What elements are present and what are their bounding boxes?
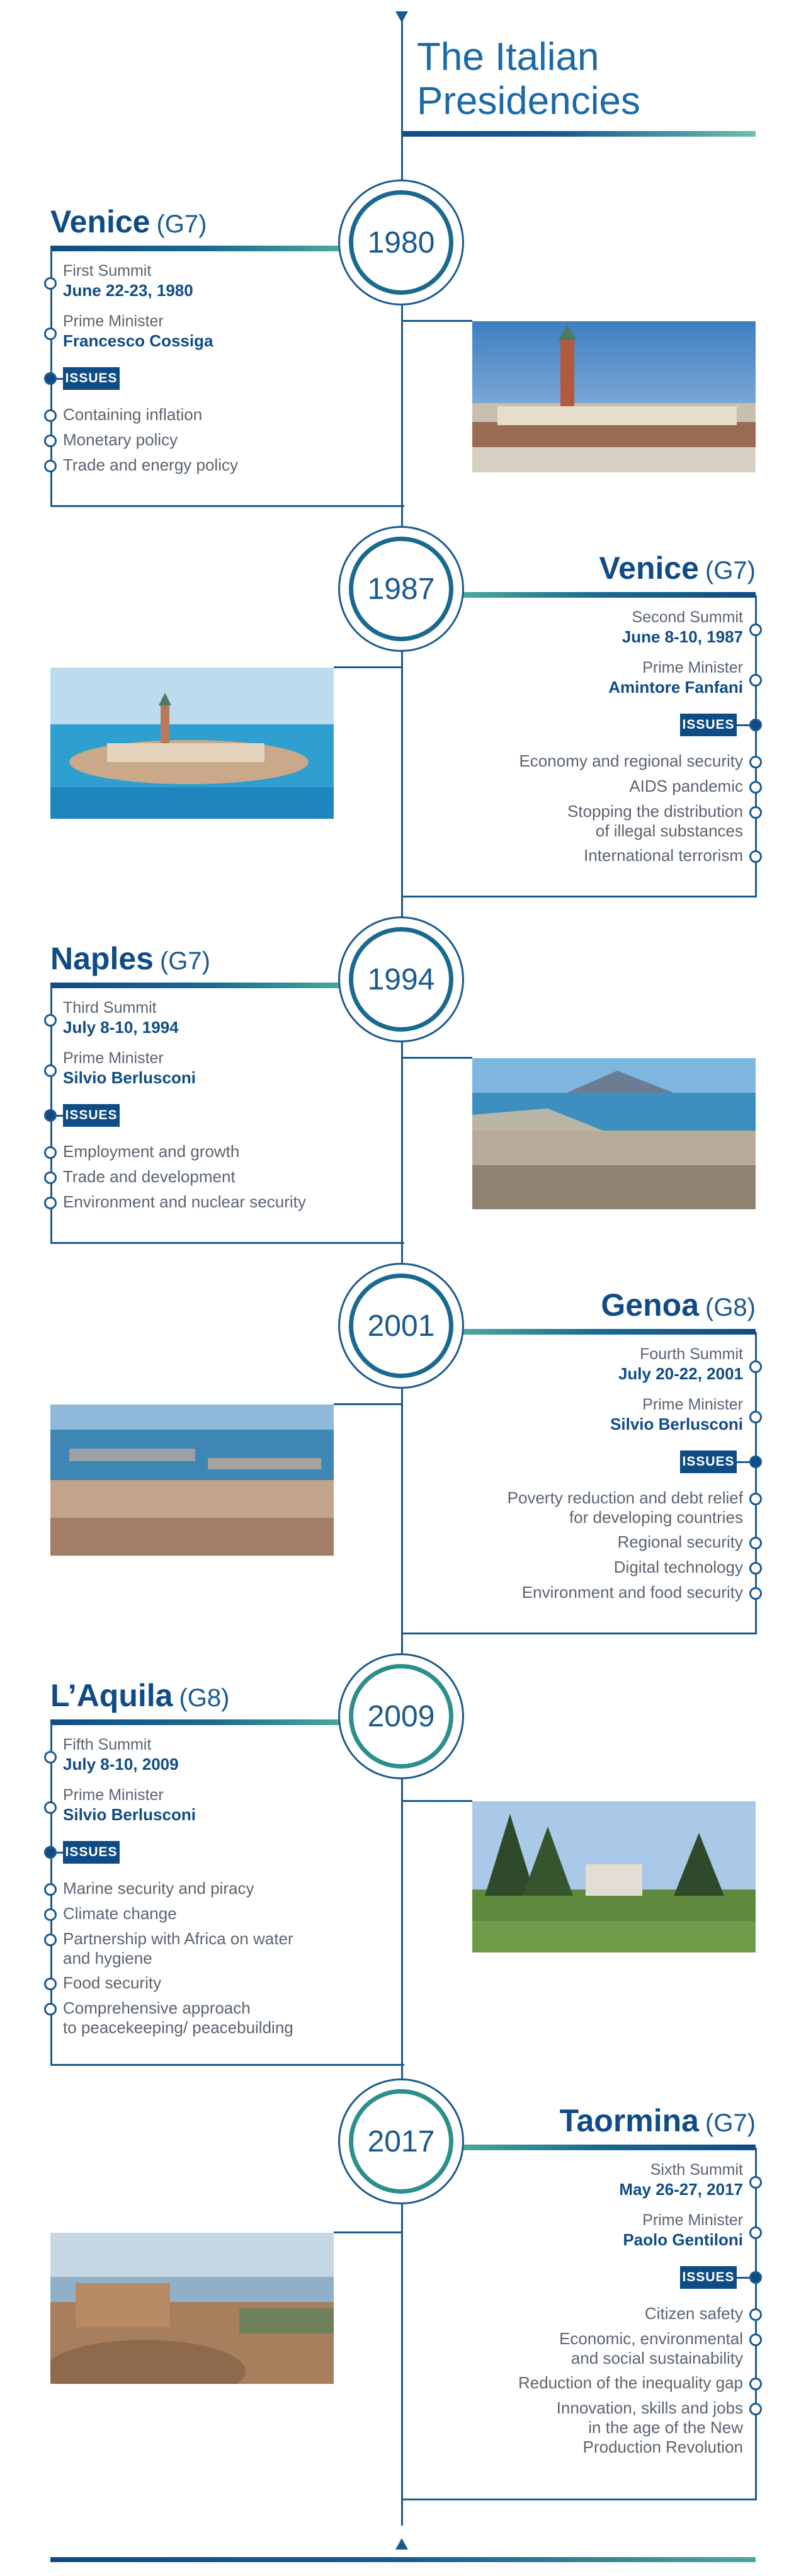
issue-item: Environment and food security [521,1583,743,1602]
timeline-dot [44,1197,57,1209]
group-label: (G8) [705,1294,756,1321]
timeline-dot [749,1562,762,1575]
issues-badge: ISSUES [63,367,120,390]
group-label: (G7) [705,557,756,584]
laquila-photo [472,1801,756,1952]
issue-item: Economy and regional security [519,751,743,770]
timeline-dot [44,435,57,447]
footer-bar [50,2557,756,2562]
year-label: 1987 [349,537,453,641]
title-rule [403,131,756,137]
timeline-dot [44,328,57,340]
presidency-2017 [0,2078,806,2469]
badge-connector [55,1115,63,1117]
timeline-dot [749,850,762,863]
pm-label: Prime Minister [63,1786,164,1804]
year-badge [338,180,464,305]
pm-label: Prime Minister [642,2211,743,2229]
city-heading [50,940,210,977]
issue-item: Comprehensive approach [63,1998,251,2017]
timeline-dot [749,719,762,731]
timeline-dot [44,1014,57,1027]
badge-connector [737,1461,749,1463]
timeline-dot [44,1846,57,1859]
timeline-dot [749,756,762,768]
presidency-1980 [0,180,806,570]
summit-label: Fifth Summit [63,1736,152,1753]
issue-item: Economic, environmental [559,2329,743,2348]
year-label: 1980 [349,190,453,295]
badge-connector [737,2277,749,2279]
issue-item: Innovation, skills and jobs [556,2398,743,2417]
issue-item: International terrorism [584,846,743,865]
photo-connector [334,666,403,668]
summit-info [63,1735,365,1774]
timeline-dot [749,2226,762,2239]
issue-item-continued: and social sustainability [570,2349,743,2368]
prime-minister-info [441,2211,743,2250]
badge-connector [55,378,63,380]
taormina-photo [50,2233,334,2384]
issue-item: Trade and development [63,1167,236,1186]
city-heading [50,203,207,240]
issues-badge: ISSUES [680,714,737,736]
timeline-dot [44,1064,57,1077]
summit-info [441,608,743,647]
issue-item-continued: in the age of the New [588,2418,743,2437]
summit-dates: May 26-27, 2017 [619,2180,743,2199]
timeline-dot [749,624,762,636]
timeline-dot [44,372,57,385]
genoa-photo [50,1405,334,1556]
timeline-dot [749,2378,762,2390]
issue-item-continued: of illegal substances [595,821,743,840]
summit-info [63,261,365,300]
summit-label: Second Summit [632,608,743,626]
issue-item: Food security [63,1973,162,1992]
presidency-1987 [0,526,806,916]
issues-badge: ISSUES [680,1450,737,1473]
san-giorgio-photo [50,668,334,819]
timeline-dot [749,1360,762,1373]
year-badge [338,526,464,652]
timeline-dot [44,1908,57,1921]
timeline-end-arrow-icon [395,2538,408,2550]
summit-label: Third Summit [63,999,157,1017]
city-name: Genoa [601,1287,699,1323]
presidency-1994 [0,916,806,1307]
timeline-dot [44,1146,57,1159]
group-label: (G7) [705,2109,756,2137]
year-label: 1994 [349,927,453,1032]
photo-connector [334,1403,403,1405]
page-title-line2: Presidencies [417,79,640,123]
timeline-dot [749,2308,762,2321]
timeline-dot [44,277,57,290]
city-name: L’Aquila [50,1678,173,1713]
timeline-dot [44,409,57,422]
timeline-dot [749,2403,762,2415]
year-label: 2017 [349,2089,453,2194]
issues-badge: ISSUES [680,2266,737,2289]
timeline-dot [749,2334,762,2346]
prime-minister-info [63,1786,365,1825]
pm-label: Prime Minister [63,312,164,330]
pm-name: Silvio Berlusconi [63,1805,196,1824]
issue-item-continued: for developing countries [569,1508,743,1527]
presidency-2009 [0,1653,806,2044]
prime-minister-info [63,1049,365,1088]
issues-badge: ISSUES [63,1841,120,1864]
photo-connector [403,320,472,322]
issue-item: Reduction of the inequality gap [518,2373,743,2392]
issue-item: Employment and growth [63,1142,240,1161]
city-heading [50,1677,229,1714]
issue-item-continued: to peacekeeping/ peacebuilding [63,2018,293,2037]
timeline-start-arrow-icon [395,11,408,23]
timeline-dot [749,1493,762,1505]
summit-label: First Summit [63,262,152,280]
year-badge [338,1653,464,1779]
timeline-dot [44,1109,57,1122]
issue-item: Regional security [617,1532,743,1551]
badge-connector [55,1852,63,1854]
prime-minister-info [441,1395,743,1434]
issue-item: Climate change [63,1904,177,1923]
timeline-dot [749,1456,762,1468]
timeline-dot [44,1883,57,1896]
timeline-dot [44,460,57,472]
city-name: Naples [50,941,154,976]
issue-item: Digital technology [613,1558,743,1576]
timeline-dot [44,1801,57,1814]
issue-item: Monetary policy [63,430,178,449]
naples-photo [472,1058,756,1209]
issue-item: Poverty reduction and debt relief [507,1488,743,1507]
group-label: (G7) [159,947,210,975]
year-badge [338,2078,464,2204]
pm-label: Prime Minister [642,659,743,676]
issue-item: Environment and nuclear security [63,1192,306,1211]
summit-dates: June 8-10, 1987 [622,627,743,646]
pm-name: Silvio Berlusconi [63,1068,196,1087]
year-label: 2009 [349,1664,453,1769]
photo-connector [334,2231,403,2233]
summit-info [63,998,365,1037]
timeline-dot [749,2176,762,2189]
venice-photo [472,321,756,472]
timeline-dot [44,1934,57,1946]
year-badge [338,1263,464,1389]
year-badge [338,916,464,1042]
city-heading [560,2102,756,2139]
issue-item: Stopping the distribution [567,802,743,821]
prime-minister-info [441,658,743,697]
pm-name: Francesco Cossiga [63,331,213,350]
timeline-dot [44,1751,57,1764]
pm-name: Silvio Berlusconi [610,1415,743,1433]
summit-label: Sixth Summit [650,2161,743,2179]
issue-item: AIDS pandemic [629,777,743,795]
issue-item: Containing inflation [63,405,203,424]
timeline-dot [749,806,762,819]
city-heading [599,550,756,586]
timeline-dot [749,674,762,687]
issues-badge: ISSUES [63,1104,120,1127]
timeline-dot [44,2003,57,2015]
presidency-2001 [0,1263,806,1653]
timeline-dot [749,2271,762,2284]
prime-minister-info [63,312,365,351]
issue-item: Partnership with Africa on water [63,1929,293,1948]
year-label: 2001 [349,1274,453,1378]
timeline-dot [749,781,762,794]
page-title [417,35,757,123]
timeline-dot [749,1411,762,1423]
issue-item-continued: and hygiene [63,1949,152,1968]
timeline-dot [44,1171,57,1184]
issue-item: Citizen safety [644,2304,743,2323]
page-title-line1: The Italian [417,35,599,79]
summit-info [441,1345,743,1384]
city-heading [601,1287,756,1323]
summit-dates: July 20-22, 2001 [618,1364,743,1383]
issue-item-continued: Production Revolution [582,2437,743,2456]
timeline-dot [749,1537,762,1549]
city-name: Venice [599,550,699,586]
summit-dates: July 8-10, 2009 [63,1755,179,1774]
issue-item: Marine security and piracy [63,1879,254,1898]
summit-dates: July 8-10, 1994 [63,1018,179,1037]
summit-label: Fourth Summit [640,1345,743,1363]
group-label: (G8) [179,1684,230,1712]
pm-name: Amintore Fanfani [608,678,743,697]
photo-connector [403,1057,472,1059]
city-name: Taormina [559,2103,699,2138]
summit-dates: June 22-23, 1980 [63,281,193,300]
timeline-dot [749,1587,762,1600]
pm-name: Paolo Gentiloni [623,2230,743,2249]
pm-label: Prime Minister [642,1396,743,1413]
summit-info [441,2160,743,2199]
issue-item: Trade and energy policy [63,455,238,474]
city-name: Venice [50,204,150,239]
badge-connector [737,724,749,726]
pm-label: Prime Minister [63,1049,164,1067]
photo-connector [403,1800,472,1802]
timeline-dot [44,1978,57,1990]
group-label: (G7) [156,210,207,238]
